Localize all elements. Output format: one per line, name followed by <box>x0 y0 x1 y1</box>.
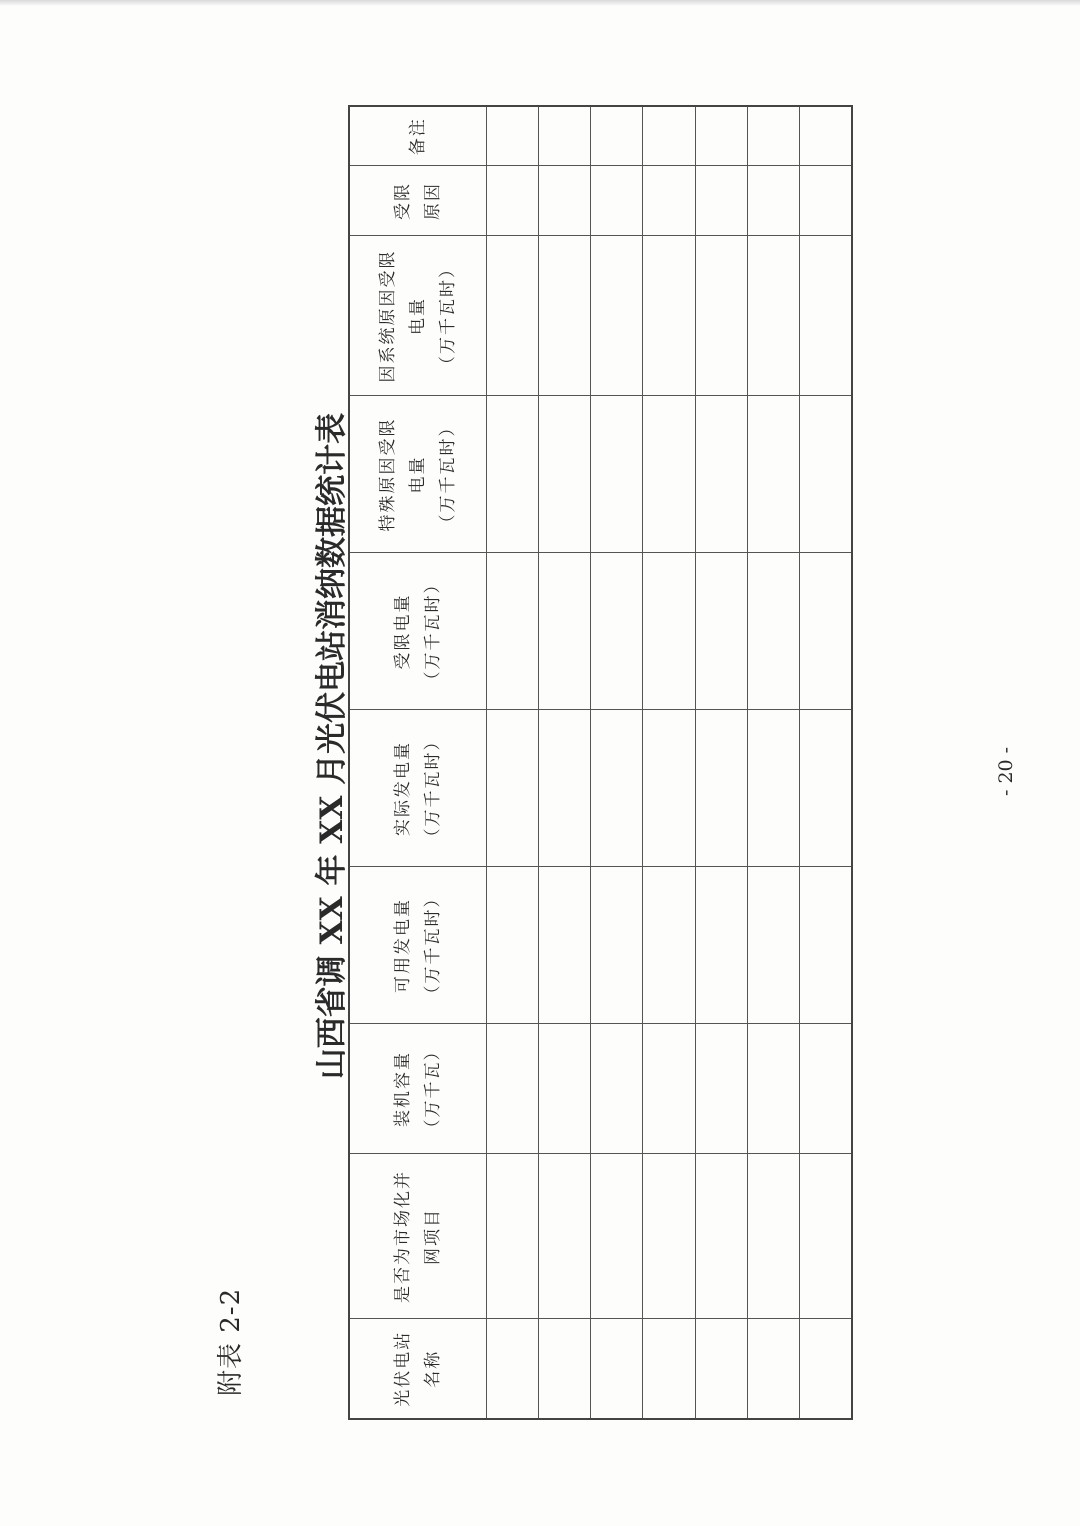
table-cell <box>486 710 538 867</box>
table-cell <box>800 1319 852 1419</box>
header-unit: （万千瓦时） <box>422 888 443 1003</box>
table-cell <box>800 867 852 1024</box>
table-cell <box>643 1319 695 1419</box>
header-unit: （万千瓦时） <box>422 574 443 689</box>
table-cell <box>486 106 538 166</box>
table-cell <box>591 1319 643 1419</box>
table-cell <box>538 106 590 166</box>
table-cell <box>695 1154 747 1319</box>
header-unit: （万千瓦时） <box>437 417 458 532</box>
header-label: 装机容量 <box>392 1051 413 1127</box>
table-row <box>591 106 643 1419</box>
table-cell <box>486 166 538 236</box>
table-cell <box>747 1319 799 1419</box>
header-label: 受限 原因 <box>392 182 443 220</box>
table-cell <box>591 1154 643 1319</box>
table-cell <box>643 553 695 710</box>
table-cell <box>538 1154 590 1319</box>
header-station-name <box>349 1319 486 1419</box>
table-cell <box>591 236 643 396</box>
table-cell <box>800 396 852 553</box>
table-cell <box>643 236 695 396</box>
table-cell <box>591 396 643 553</box>
table-cell <box>800 236 852 396</box>
table-cell <box>643 166 695 236</box>
table-cell <box>643 1154 695 1319</box>
table-cell <box>695 396 747 553</box>
table-cell <box>486 1024 538 1154</box>
table-cell <box>695 236 747 396</box>
table-cell <box>800 1024 852 1154</box>
header-label: 是否为市场化并 网项目 <box>392 1170 443 1303</box>
table-cell <box>591 867 643 1024</box>
table-header-row <box>349 106 486 1419</box>
table-cell <box>747 710 799 867</box>
header-label: 备注 <box>407 117 428 156</box>
table-cell <box>800 710 852 867</box>
attachment-label: 附表 2-2 <box>216 1287 246 1396</box>
table-cell <box>486 396 538 553</box>
table-cell <box>591 553 643 710</box>
table-cell <box>695 710 747 867</box>
table-row <box>695 106 747 1419</box>
table-cell <box>747 236 799 396</box>
header-label: 实际发电量 <box>392 741 413 836</box>
table-cell <box>538 166 590 236</box>
table-cell <box>538 1024 590 1154</box>
table-cell <box>486 867 538 1024</box>
table-cell <box>800 106 852 166</box>
table-cell <box>538 1319 590 1419</box>
table-cell <box>695 1319 747 1419</box>
table-cell <box>747 396 799 553</box>
header-curtailed-generation <box>349 553 486 710</box>
table-cell <box>486 553 538 710</box>
table-cell <box>695 106 747 166</box>
table-cell <box>643 396 695 553</box>
table-cell <box>538 236 590 396</box>
table-cell <box>747 166 799 236</box>
header-system-curtailment <box>349 236 486 396</box>
table-row <box>643 106 695 1419</box>
header-label: 可用发电量 <box>392 898 413 993</box>
table-cell <box>591 106 643 166</box>
header-label: 光伏电站 名称 <box>392 1330 443 1407</box>
table-cell <box>486 236 538 396</box>
table-cell <box>643 710 695 867</box>
table-row <box>747 106 799 1419</box>
table-cell <box>747 1154 799 1319</box>
table-cell <box>643 867 695 1024</box>
header-available-generation <box>349 867 486 1024</box>
table-cell <box>747 553 799 710</box>
header-unit: （万千瓦时） <box>422 731 443 846</box>
table-cell <box>538 710 590 867</box>
table-cell <box>486 1319 538 1419</box>
page-title: 山西省调 XX 年 XX 月光伏电站消纳数据统计表 <box>314 412 350 1080</box>
table-cell <box>747 867 799 1024</box>
table-cell <box>643 1024 695 1154</box>
header-remarks <box>349 106 486 166</box>
header-unit: （万千瓦时） <box>437 259 458 373</box>
table-cell <box>643 106 695 166</box>
table-row <box>538 106 590 1419</box>
table-cell <box>747 1024 799 1154</box>
table-cell <box>538 867 590 1024</box>
header-curtailment-reason <box>349 166 486 236</box>
header-special-curtailment <box>349 396 486 553</box>
table-cell <box>591 1024 643 1154</box>
header-market-project <box>349 1154 486 1319</box>
table-cell <box>800 1154 852 1319</box>
table-row <box>800 106 852 1419</box>
table-cell <box>591 710 643 867</box>
header-label: 因系统原因受限 电量 <box>377 249 428 383</box>
table-cell <box>695 553 747 710</box>
header-unit: （万千瓦） <box>422 1041 443 1137</box>
header-installed-capacity <box>349 1024 486 1154</box>
table-row <box>486 106 538 1419</box>
table-cell <box>486 1154 538 1319</box>
statistics-table <box>348 105 853 1420</box>
table-cell <box>695 1024 747 1154</box>
table-cell <box>695 867 747 1024</box>
table-cell <box>800 553 852 710</box>
header-label: 受限电量 <box>392 593 413 670</box>
table-cell <box>747 106 799 166</box>
page-number: - 20 - <box>995 746 1017 796</box>
table-cell <box>695 166 747 236</box>
table-cell <box>538 553 590 710</box>
header-label: 特殊原因受限 电量 <box>377 417 428 532</box>
table-cell <box>591 166 643 236</box>
table-cell <box>800 166 852 236</box>
table-cell <box>538 396 590 553</box>
header-actual-generation <box>349 710 486 867</box>
